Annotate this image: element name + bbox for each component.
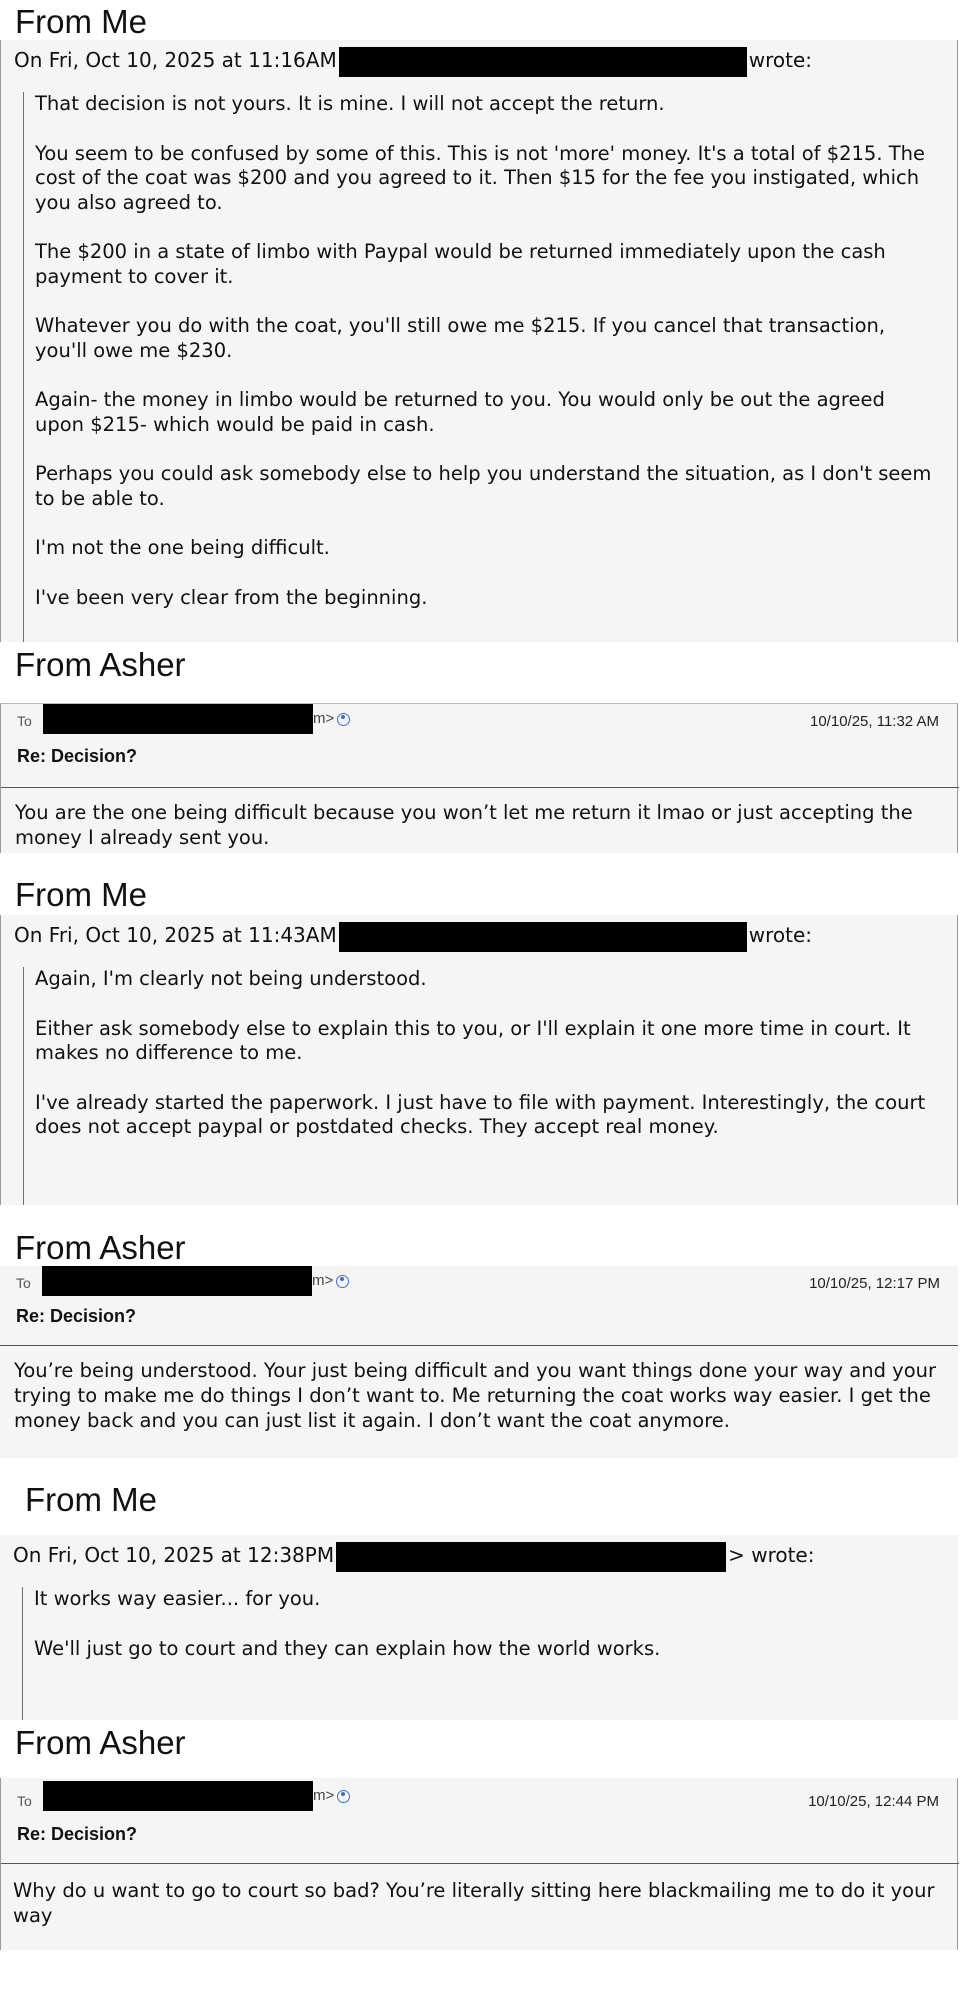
- sender-label: From Asher: [15, 646, 186, 683]
- redacted-sender: [339, 922, 747, 952]
- paragraph: I'm not the one being difficult.: [35, 536, 330, 559]
- paragraph: Either ask somebody else to explain this to you, or I'll explain it one more time in court. It makes no difference to me.: [35, 1016, 911, 1064]
- message-date: 10/10/25, 11:32 AM: [810, 713, 939, 730]
- paragraph: The $200 in a state of limbo with Paypal would be returned immediately upon the cash payment to cover it.: [35, 240, 886, 288]
- message-subject: Re: Decision?: [17, 746, 138, 766]
- quoted-email: [0, 40, 958, 642]
- redacted-recipient: [42, 1266, 312, 1296]
- header-separator: [1, 1863, 959, 1864]
- paragraph: That decision is not yours. It is mine. I will not accept the return.: [35, 92, 665, 115]
- quote-bar: [23, 92, 24, 642]
- recipient[interactable]: [43, 1781, 350, 1811]
- quote-bar: [23, 967, 24, 1205]
- paragraph: Perhaps you could ask somebody else to help you understand the situation, as I don't seem to be able to.: [35, 462, 932, 510]
- quote-date: On Fri, Oct 10, 2025 at 11:43AM: [14, 923, 337, 947]
- paragraph: We'll just go to court and they can explain how the world works.: [34, 1636, 661, 1660]
- contact-icon: [337, 1790, 350, 1803]
- paragraph: It works way easier... for you.: [34, 1587, 321, 1610]
- redacted-recipient: [43, 1781, 313, 1811]
- sender-label: From Me: [25, 1481, 157, 1518]
- quoted-email: [0, 915, 958, 1205]
- message-body: You are the one being difficult because you won’t let me return it lmao or just accepting the money I already sent you.: [15, 801, 913, 849]
- quote-wrote: wrote:: [748, 923, 812, 947]
- header-separator: [0, 1345, 958, 1346]
- paragraph: I've already started the paperwork. I just have to file with payment. Interestingly, the court does not accept paypal or postdated checks. They accept real money.: [35, 1090, 926, 1138]
- redacted-recipient: [43, 704, 313, 734]
- email-message: [0, 1778, 958, 1950]
- contact-icon: [337, 713, 350, 726]
- quote-body: [35, 92, 937, 635]
- redacted-sender: [336, 1542, 726, 1572]
- quote-date: On Fri, Oct 10, 2025 at 11:16AM: [14, 48, 337, 72]
- to-label: To: [17, 713, 32, 729]
- recipient[interactable]: [42, 1266, 349, 1296]
- message-date: 10/10/25, 12:44 PM: [808, 1793, 939, 1810]
- email-message: [0, 1266, 958, 1458]
- header-separator: [1, 787, 959, 788]
- to-label: To: [17, 1793, 32, 1809]
- quote-date: On Fri, Oct 10, 2025 at 12:38PM: [13, 1543, 335, 1567]
- paragraph: Again, I'm clearly not being understood.: [35, 967, 427, 990]
- message-body: Why do u want to go to court so bad? You’re literally sitting here blackmailing me to do it your way: [13, 1879, 935, 1927]
- quote-header: [14, 921, 812, 952]
- sender-label: From Me: [15, 876, 147, 913]
- recipient-suffix: m>: [313, 709, 335, 727]
- paragraph: You seem to be confused by some of this. This is not 'more' money. It's a total of $215. The cost of the coat was $200 and you agreed to it. Then $15 for the fee you instigated, which you also agreed to.: [35, 141, 926, 214]
- recipient-suffix: m>: [312, 1271, 334, 1289]
- sender-label: From Me: [15, 3, 147, 40]
- paragraph: Whatever you do with the coat, you'll still owe me $215. If you cancel that transaction, you'll owe me $230.: [35, 314, 886, 362]
- quoted-email: [0, 1535, 958, 1720]
- sender-label: From Asher: [15, 1724, 186, 1761]
- redacted-sender: [339, 47, 747, 77]
- contact-icon: [336, 1275, 349, 1288]
- quote-wrote: wrote:: [748, 48, 812, 72]
- paragraph: Again- the money in limbo would be returned to you. You would only be out the agreed upon $215- which would be paid in cash.: [35, 388, 885, 436]
- message-subject: Re: Decision?: [16, 1306, 137, 1326]
- email-message: [0, 703, 958, 853]
- quote-header: [13, 1541, 814, 1572]
- message-date: 10/10/25, 12:17 PM: [809, 1275, 940, 1292]
- to-label: To: [16, 1275, 31, 1291]
- message-subject: Re: Decision?: [17, 1824, 138, 1844]
- quote-header: [14, 46, 812, 77]
- sender-label: From Asher: [15, 1229, 186, 1266]
- quote-bar: [22, 1587, 23, 1720]
- recipient-suffix: m>: [313, 1786, 335, 1804]
- quote-body: [34, 1587, 938, 1686]
- paragraph: I've been very clear from the beginning.: [35, 585, 428, 609]
- message-body: You’re being understood. Your just being difficult and you want things done your way and your trying to make me do things I don’t want to. Me returning the coat works way easier. I get the money back and you can just list it again. I don’t want the coat anymore.: [14, 1359, 937, 1432]
- quote-body: [35, 967, 937, 1165]
- recipient[interactable]: [43, 704, 350, 734]
- quote-wrote: > wrote:: [728, 1543, 815, 1567]
